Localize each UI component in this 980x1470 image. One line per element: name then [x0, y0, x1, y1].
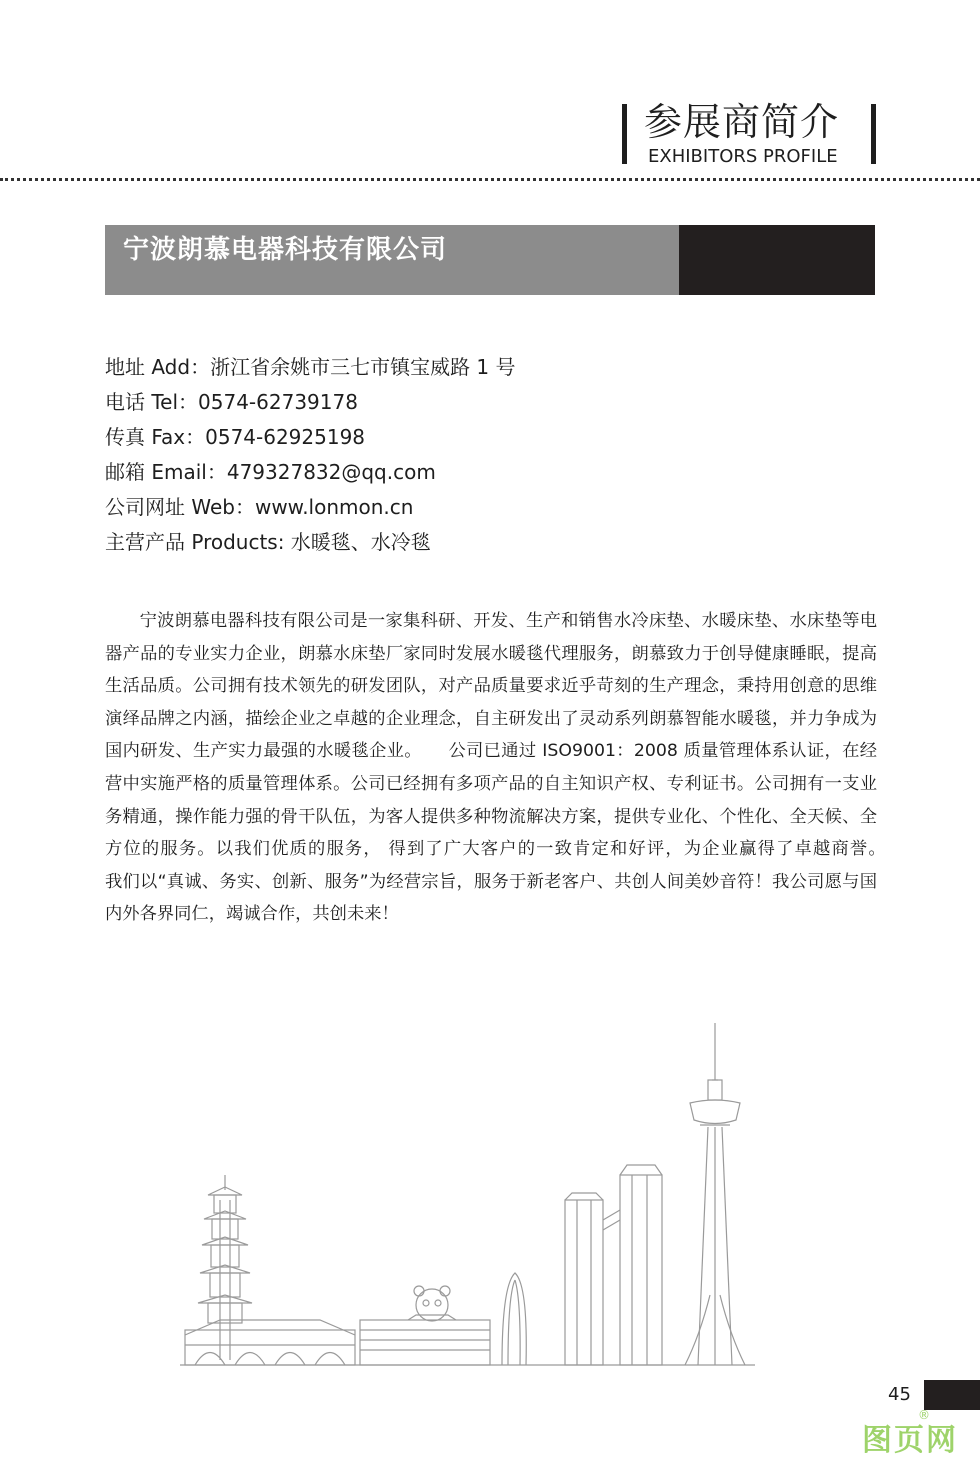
contact-products: 主营产品 Products: 水暖毯、水冷毯: [105, 530, 431, 554]
company-name: 宁波朗慕电器科技有限公司: [123, 235, 448, 265]
banner-dark-block: [679, 225, 875, 295]
contact-fax: 传真 Fax：0574-62925198: [105, 425, 366, 449]
contact-list: [105, 350, 516, 560]
tv-tower-icon: [685, 1023, 745, 1365]
contact-email: 邮箱 Email：479327832@qq.com: [105, 460, 436, 484]
skyscraper-icon: [565, 1165, 662, 1365]
page-number: 45: [888, 1384, 911, 1405]
page-subtitle: EXHIBITORS PROFILE: [648, 146, 838, 167]
panda-building-icon: [360, 1286, 490, 1365]
contact-website: 公司网址 Web：www.lonmon.cn: [105, 495, 414, 519]
curved-tower-icon: [502, 1273, 526, 1365]
dotted-divider: [0, 178, 980, 181]
header-bar-right: [871, 104, 876, 164]
header-bar-left: [622, 104, 627, 164]
header-title-block: [622, 100, 880, 166]
company-banner: [105, 225, 875, 295]
footer-corner-block: [924, 1380, 980, 1410]
pagoda-icon: [198, 1175, 252, 1360]
watermark-registered-mark: ®: [918, 1408, 930, 1422]
company-description: 宁波朗慕电器科技有限公司是一家集科研、开发、生产和销售水冷床垫、水暖床垫、水床垫等电器产品的专业实力企业，朗慕水床垫厂家同时发展水暖毯代理服务，朗慕致力于创导健康睡眠，提高生活品质。公司拥有技术领先的研发团队，对产品质量要求近乎苛刻的生产理念，秉持用创意的思维演绎品牌之内涵，描绘企业之卓越的企业理念，自主研发出了灵动系列朗慕智能水暖毯，并力争成为国内研发、生产实力最强的水暖毯企业。 公司已通过 ISO9001：2008 质量管理体系认证，在经营中实施严格的质量管理体系。公司已经拥有多项产品的自主知识产权、专利证书。公司拥有一支业务精通，操作能力强的骨干队伍，为客人提供多种物流解决方案，提供专业化、个性化、全天候、全方位的服务。以我们优质的服务， 得到了广大客户的一致肯定和好评，为企业赢得了卓越商誉。 我们以“真诚、务实、创新、服务”为经营宗旨，服务于新老客户、共创人间美妙音符！我公司愿与国内外各界同仁，竭诚合作，共创未来！: [105, 611, 912, 925]
contact-address: 地址 Add：浙江省余姚市三七市镇宝威路 1 号: [105, 355, 516, 379]
skyline-illustration: [180, 1015, 760, 1370]
watermark: 图页网: [862, 1423, 958, 1458]
bridge-icon: [185, 1320, 355, 1365]
contact-phone: 电话 Tel：0574-62739178: [105, 390, 358, 414]
page-title: 参展商简介: [644, 100, 840, 144]
